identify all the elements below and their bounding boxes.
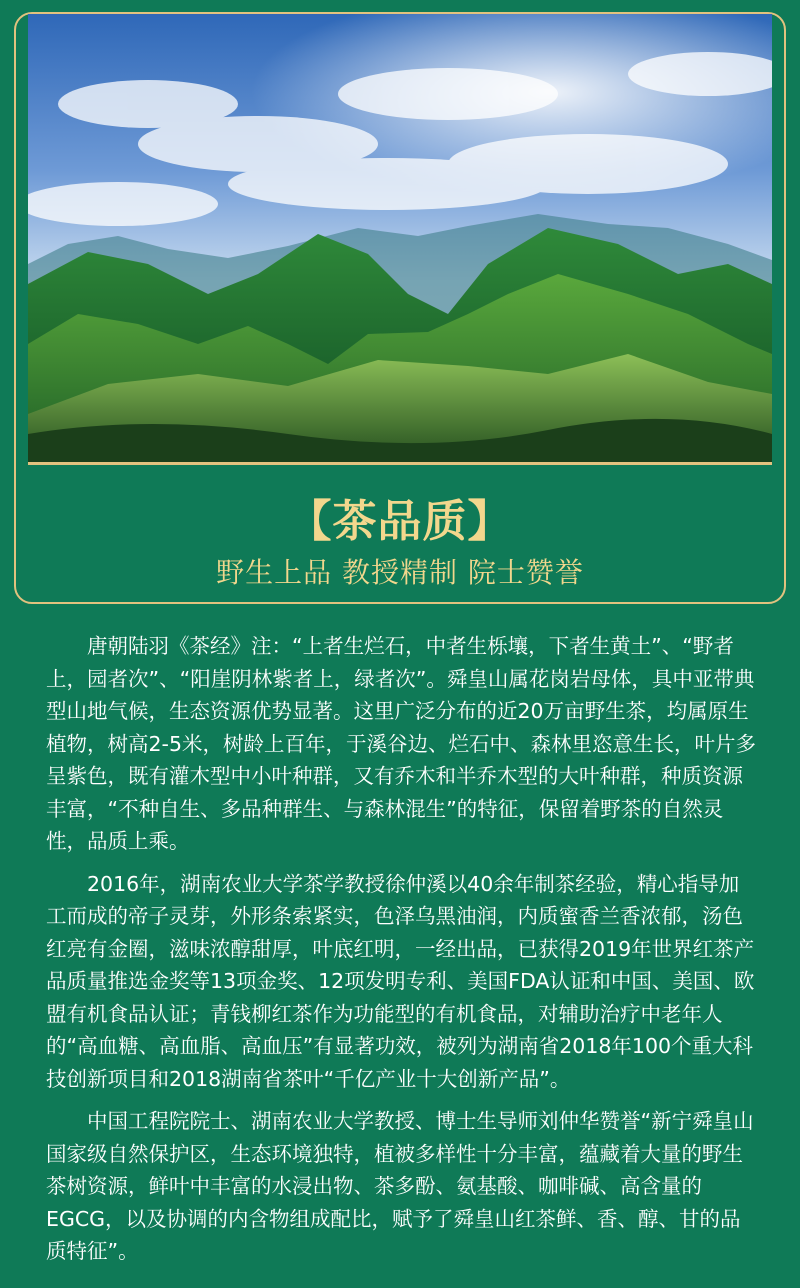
paragraph-3: 中国工程院院士、湖南农业大学教授、博士生导师刘仲华赞誉“新宁舜皇山国家级自然保护区，生态环境独特，植被多样性十分丰富，蕴藏着大量的野生茶树资源，鲜叶中丰富的水浸出物、茶多酚、氨基酸、咖啡碱、高含量的EGCG，以及协调的内含物组成配比，赋予了舜皇山红茶鲜、香、醇、甘的品质特征”。 <box>46 1109 754 1263</box>
paragraph-2: 2016年，湖南农业大学茶学教授徐仲溪以40余年制茶经验，精心指导加工而成的帝子灵芽，外形条索紧实，色泽乌黑油润，内质蜜香兰香浓郁，汤色红亮有金圈，滋味浓醇甜厚，叶底红明，一经出品，已获得2019年世界红茶产品质量推选金奖等13项金奖、12项发明专利、美国FDA认证和中国、美国、欧盟有机食品认证；青钱柳红茶作为功能型的有机食品，对辅助治疗中老年人的“高血糖、高血脂、高血压”有显著功效，被列为湖南省2018年100个重大科技创新项目和2018湖南省茶叶“千亿产业十大创新产品”。 <box>46 871 755 1091</box>
paragraph-1: 唐朝陆羽《茶经》注：“上者生烂石，中者生栎壤，下者生黄土”、“野者上，园者次”、“阳崖阴林紫者上，绿者次”。舜皇山属花岗岩母体，具中亚带典型山地气候，生态资源优势显著。这里广泛分布的近20万亩野生茶，均属原生植物，树高2-5米，树龄上百年，于溪谷边、烂石中、森林里恣意生长，叶片多呈紫色，既有灌木型中小叶种群，又有乔木和半乔木型的大叶种群，种质资源丰富，“不种自生、多品种群生、与森林混生”的特征，保留着野茶的自然灵性，品质上乘。 <box>46 634 756 853</box>
article-body <box>46 630 756 1278</box>
landscape-illustration <box>28 14 772 462</box>
mountain-landscape-image <box>28 14 772 462</box>
section-subtitle: 野生上品 教授精制 院士赞誉 <box>216 556 584 589</box>
title-banner <box>28 465 772 601</box>
section-title: 【茶品质】 <box>287 496 513 547</box>
